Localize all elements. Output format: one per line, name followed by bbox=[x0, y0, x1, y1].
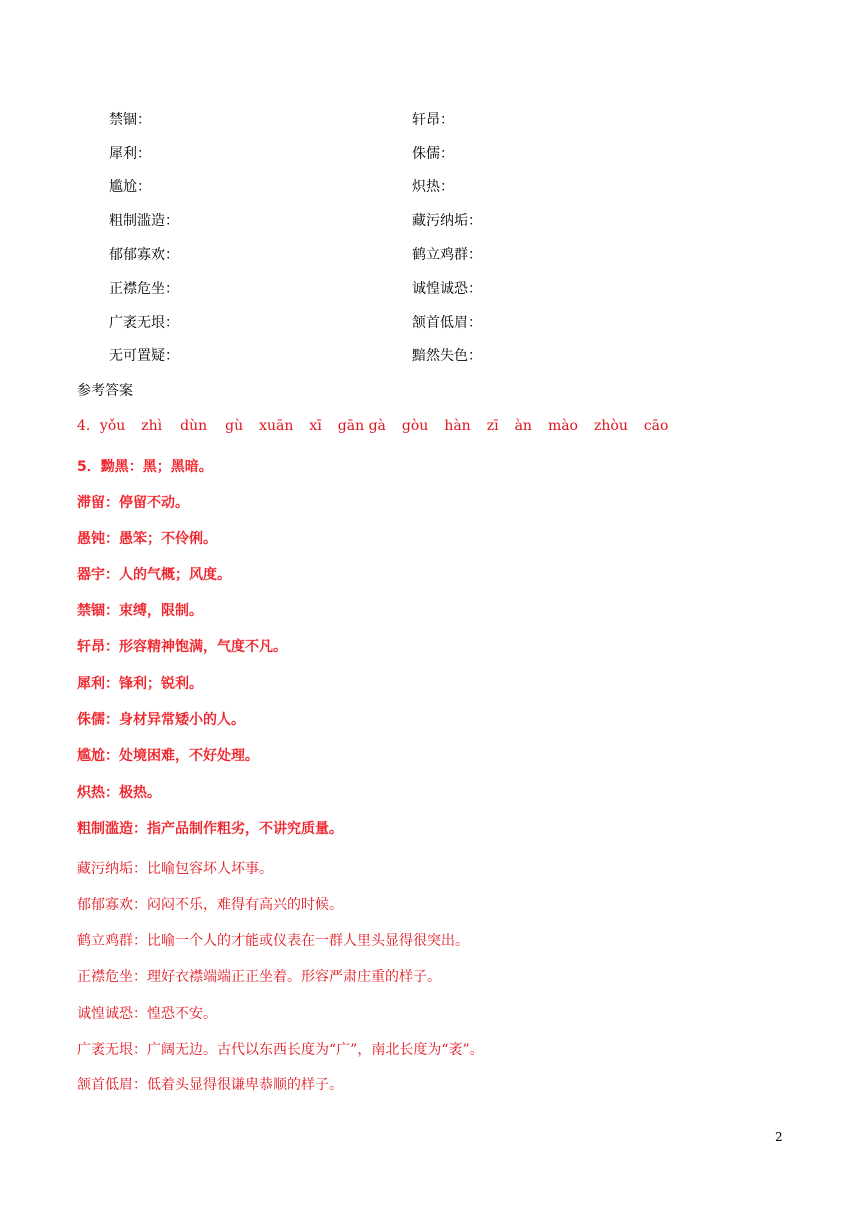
pinyin-item: gòu bbox=[401, 418, 429, 434]
pinyin-item: xī bbox=[309, 418, 322, 434]
term-left: 犀利： bbox=[109, 146, 151, 162]
term-left: 禁锢： bbox=[109, 112, 151, 128]
answer-item: 广袤无垠：广阔无边。古代以东西长度为“广”，南北长度为“袤”。 bbox=[77, 1042, 484, 1058]
answer-item: 器宇：人的气概；风度。 bbox=[77, 567, 231, 583]
pinyin-item: dùn bbox=[180, 418, 208, 434]
page-number: 2 bbox=[775, 1130, 783, 1144]
term-right: 侏儒： bbox=[412, 146, 454, 162]
answer-item: 侏儒：身材异常矮小的人。 bbox=[77, 712, 245, 728]
answer-item: 诚惶诚恐：惶恐不安。 bbox=[77, 1006, 217, 1022]
answer-item: 滞留：停留不动。 bbox=[77, 495, 189, 511]
term-row bbox=[0, 177, 860, 197]
term-row bbox=[0, 279, 860, 299]
term-right: 鹤立鸡群： bbox=[412, 247, 482, 263]
pinyin-answer-line bbox=[77, 416, 668, 436]
term-row bbox=[0, 110, 860, 130]
pinyin-item: cāo bbox=[643, 418, 669, 434]
pinyin-item: hàn bbox=[444, 418, 471, 434]
answer-item: 尴尬：处境困难，不好处理。 bbox=[77, 748, 259, 764]
answer-item: 犀利：锋利；锐利。 bbox=[77, 676, 203, 692]
answer-item: 5．黝黑：黑；黑暗。 bbox=[77, 459, 213, 475]
term-left: 无可置疑： bbox=[109, 348, 179, 364]
answer-item: 正襟危坐：理好衣襟端端正正坐着。形容严肃庄重的样子。 bbox=[77, 969, 441, 985]
term-left: 郁郁寡欢： bbox=[109, 247, 179, 263]
term-row bbox=[0, 313, 860, 333]
answer-item: 鹤立鸡群：比喻一个人的才能或仪表在一群人里头显得很突出。 bbox=[77, 933, 469, 949]
pinyin-number: 4． bbox=[77, 418, 100, 434]
answer-item: 郁郁寡欢：闷闷不乐，难得有高兴的时候。 bbox=[77, 897, 343, 913]
pinyin-item: zhòu bbox=[594, 418, 628, 434]
pinyin-item: gān gà bbox=[337, 418, 386, 434]
pinyin-item: xuān bbox=[259, 418, 294, 434]
answer-heading: 参考答案 bbox=[77, 383, 133, 399]
answer-item: 轩昂：形容精神饱满，气度不凡。 bbox=[77, 639, 287, 655]
answer-item: 禁锢：束缚，限制。 bbox=[77, 603, 203, 619]
pinyin-item: zhì bbox=[141, 418, 163, 434]
term-row bbox=[0, 245, 860, 265]
answer-item: 炽热：极热。 bbox=[77, 785, 161, 801]
answer-item: 粗制滥造：指产品制作粗劣，不讲究质量。 bbox=[77, 821, 343, 837]
pinyin-item: gù bbox=[225, 418, 244, 434]
term-right: 炽热： bbox=[412, 179, 454, 195]
term-row bbox=[0, 346, 860, 366]
term-right: 颔首低眉： bbox=[412, 315, 482, 331]
term-right: 诚惶诚恐： bbox=[412, 281, 482, 297]
term-right: 藏污纳垢： bbox=[412, 213, 482, 229]
term-left: 广袤无垠： bbox=[109, 315, 179, 331]
term-right: 轩昂： bbox=[412, 112, 454, 128]
answer-item: 藏污纳垢：比喻包容坏人坏事。 bbox=[77, 861, 273, 877]
answer-item: 愚钝：愚笨；不伶俐。 bbox=[77, 531, 217, 547]
answer-item: 颔首低眉：低着头显得很谦卑恭顺的样子。 bbox=[77, 1077, 343, 1093]
term-row bbox=[0, 211, 860, 231]
term-left: 正襟危坐： bbox=[109, 281, 179, 297]
pinyin-item: yǒu bbox=[99, 418, 126, 434]
pinyin-item: zī bbox=[486, 418, 499, 434]
term-left: 尴尬： bbox=[109, 179, 151, 195]
pinyin-item: mào bbox=[547, 418, 578, 434]
term-right: 黯然失色： bbox=[412, 348, 482, 364]
term-left: 粗制滥造： bbox=[109, 213, 179, 229]
pinyin-item: àn bbox=[514, 418, 532, 434]
term-row bbox=[0, 144, 860, 164]
